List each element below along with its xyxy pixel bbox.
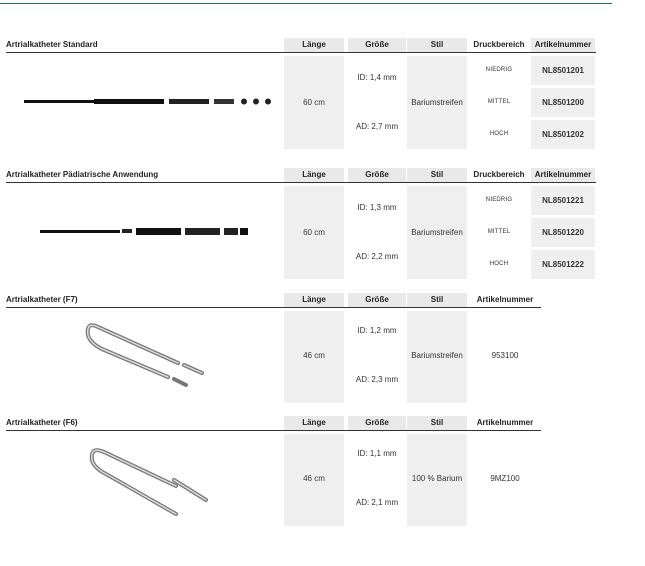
style-value: Bariumstreifen — [411, 98, 463, 107]
col-pressure: Druckbereich — [473, 40, 525, 49]
style-value: Bariumstreifen — [411, 351, 463, 360]
inner-diameter: ID: 1,2 mm — [357, 326, 397, 335]
top-divider — [0, 3, 612, 4]
col-article: Artikelnummer — [531, 168, 595, 182]
catheter-straight-image — [40, 226, 250, 238]
pressure-low: NIEDRIG — [485, 67, 513, 73]
pressure-medium: MITTEL — [487, 229, 511, 235]
style-value: 100 % Barium — [411, 474, 463, 483]
header-rule — [6, 307, 541, 308]
col-style: Stil — [407, 168, 467, 182]
header-rule — [6, 182, 596, 183]
section-title: Artrialkatheter Pädiatrische Anwendung — [6, 170, 159, 179]
col-length: Länge — [284, 416, 344, 430]
article-number: NL8501221 — [542, 196, 584, 205]
article-number: NL8501201 — [542, 66, 584, 75]
col-size: Größe — [348, 38, 406, 52]
header-rule — [6, 430, 541, 431]
section-title: Artrialkatheter (F7) — [6, 295, 78, 304]
article-number: NL8501200 — [542, 98, 584, 107]
section-f7 — [6, 293, 541, 405]
col-article: Artikelnummer — [531, 38, 595, 52]
pressure-high: HOCH — [489, 261, 509, 267]
col-article: Artikelnummer — [476, 295, 534, 304]
catheter-looped-image — [82, 440, 212, 518]
section-standard — [6, 38, 596, 152]
length-value: 60 cm — [303, 228, 325, 237]
col-length: Länge — [284, 168, 344, 182]
header-rule — [6, 52, 596, 53]
col-pressure: Druckbereich — [473, 170, 525, 179]
length-value: 60 cm — [303, 98, 325, 107]
catheter-straight-image — [24, 96, 274, 108]
catheter-looped-image — [80, 317, 210, 389]
col-length: Länge — [284, 38, 344, 52]
col-article: Artikelnummer — [476, 418, 534, 427]
article-number: 9MZ100 — [490, 474, 520, 483]
col-size: Größe — [348, 168, 406, 182]
section-pediatric — [6, 168, 596, 282]
length-value: 46 cm — [303, 351, 325, 360]
article-number: NL8501220 — [542, 228, 584, 237]
col-style: Stil — [407, 293, 467, 307]
col-style: Stil — [407, 416, 467, 430]
section-title: Artrialkatheter Standard — [6, 40, 98, 49]
pressure-medium: MITTEL — [487, 99, 511, 105]
col-style: Stil — [407, 38, 467, 52]
article-number: 953100 — [491, 351, 519, 360]
article-number: NL8501202 — [542, 130, 584, 139]
style-value: Bariumstreifen — [411, 228, 463, 237]
inner-diameter: ID: 1,3 mm — [357, 203, 397, 212]
outer-diameter: AD: 2,7 mm — [355, 122, 399, 131]
col-size: Größe — [348, 293, 406, 307]
section-title: Artrialkatheter (F6) — [6, 418, 78, 427]
pressure-low: NIEDRIG — [485, 197, 513, 203]
inner-diameter: ID: 1,4 mm — [357, 73, 397, 82]
outer-diameter: AD: 2,2 mm — [355, 252, 399, 261]
length-value: 46 cm — [303, 474, 325, 483]
pressure-high: HOCH — [489, 131, 509, 137]
col-length: Länge — [284, 293, 344, 307]
outer-diameter: AD: 2,1 mm — [355, 498, 399, 507]
inner-diameter: ID: 1,1 mm — [357, 449, 397, 458]
col-size: Größe — [348, 416, 406, 430]
article-number: NL8501222 — [542, 260, 584, 269]
outer-diameter: AD: 2,3 mm — [355, 375, 399, 384]
section-f6 — [6, 416, 541, 528]
